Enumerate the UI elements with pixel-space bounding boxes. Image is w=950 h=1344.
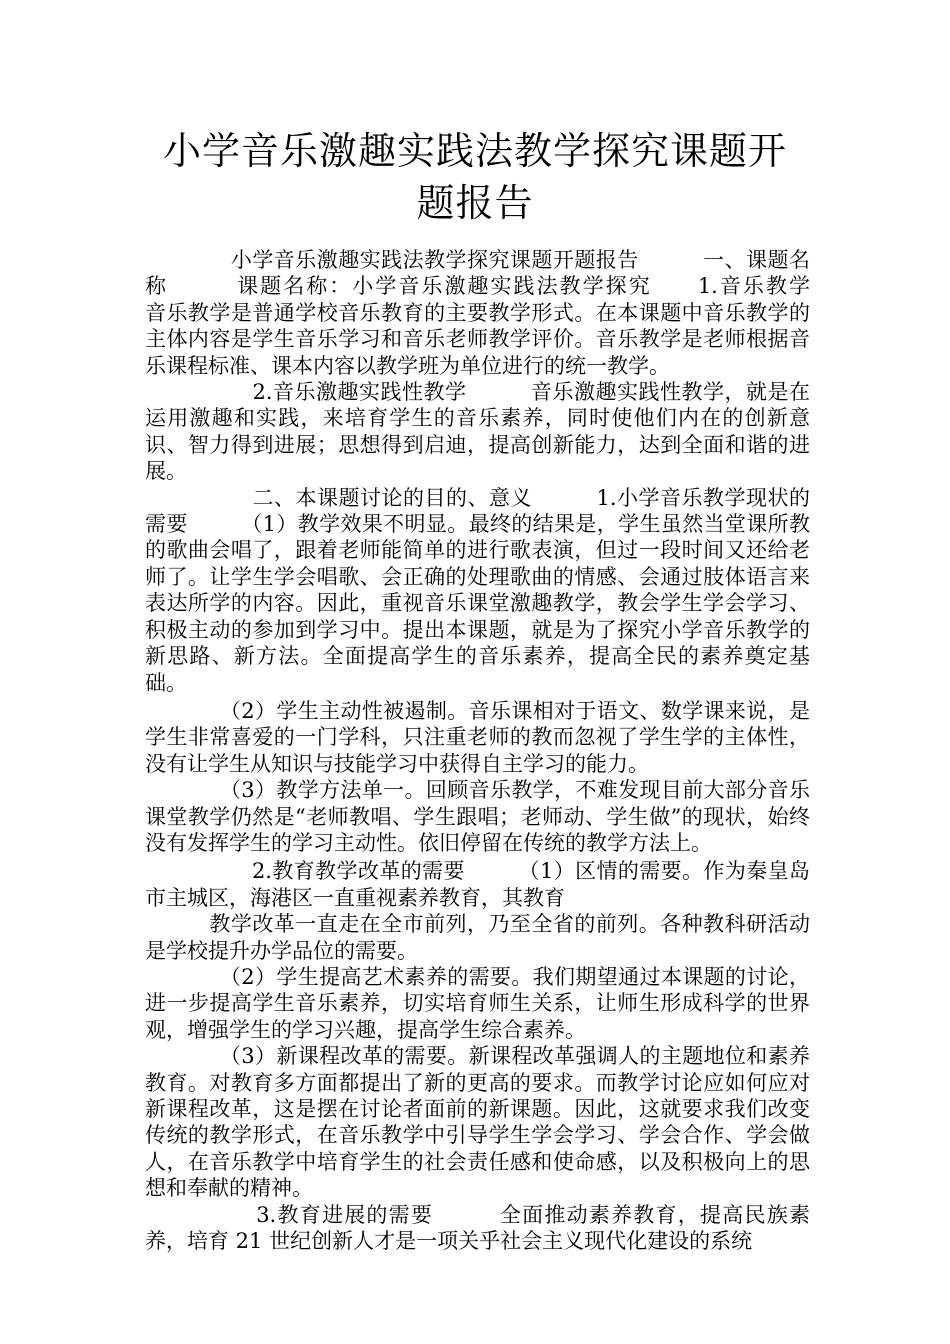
document-body [145,247,852,1254]
paragraph-topic-name: 小学音乐激趣实践法教学探究课题开题报告 一、课题名称 课题名称：小学音乐激趣实践法教学探究 1.音乐教学 音乐教学是普通学校音乐教育的主要教学形式。在本课题中音乐教学的主体内容是学生音乐学习和音乐老师教学评价。音乐教学是老师根据音乐课程标准、课本内容以教学班为单位进行的统一教学。 [145,248,852,378]
paragraph-practice-teaching: 2.音乐激趣实践性教学 音乐激趣实践性教学，就是在运用激趣和实践，来培育学生的音乐素养，同时使他们内在的创新意识、智力得到进展；思想得到启迪，提高创新能力，达到全面和谐的进展。 [145,380,810,484]
paragraph-reform-needs: 2.教育教学改革的需要 （1）区情的需要。作为秦皇岛市主城区，海港区一直重视素养教育，其教育 [145,859,810,910]
paragraph-education-progress: 3.教育进展的需要 全面推动素养教育，提高民族素养，培育 21 世纪创新人才是一项关乎社会主义现代化建设的系统 [145,1202,810,1254]
paragraph-art-literacy: （2）学生提高艺术素养的需要。我们期望通过本课题的讨论，进一步提高学生音乐素养，切实培育师生关系，让师生形成科学的世界观，增强学生的学习兴趣，提高学生综合素养。 [145,964,810,1042]
paragraph-new-curriculum: （3）新课程改革的需要。新课程改革强调人的主题地位和素养教育。对教育多方面都提出了新的更高的要求。而教学讨论应如何应对新课程改革，这是摆在讨论者面前的新课题。因此，这就要求我们改变传统的教学形式，在音乐教学中引导学生学会学习、学会合作、学会做人，在音乐教学中培育学生的社会责任感和使命感，以及积极向上的思想和奉献的精神。 [145,1044,810,1201]
paragraph-methods: （3）教学方法单一。回顾音乐教学，不难发现目前大部分音乐课堂教学仍然是“老师教唱、学生跟唱；老师动、学生做”的现状，始终没有发挥学生的学习主动性。依旧停留在传统的教学方法上。 [145,778,810,855]
paragraph-reform-continued: 教学改革一直走在全市前列，乃至全省的前列。各种教科研活动是学校提升办学品位的需要。 [145,912,810,963]
document-title: 小学音乐激趣实践法教学探究课题开题报告 [162,129,787,225]
paragraph-purpose-significance: 二、本课题讨论的目的、意义 1.小学音乐教学现状的需要 （1）教学效果不明显。最终的结果是，学生虽然当堂课所教的歌曲会唱了，跟着老师能简单的进行歌表演，但过一段时间又还给老师了。让学生学会唱歌、会正确的处理歌曲的情感、会通过肢体语言来表达所学的内容。因此，重视音乐课堂激趣教学，教会学生学会学习、积极主动的参加到学习中。提出本课题，就是为了探究小学音乐教学的新思路、新方法。全面提高学生的音乐素养，提高全民的素养奠定基础。 [145,485,810,695]
paragraph-initiative: （2）学生主动性被遏制。音乐课相对于语文、数学课来说，是学生非常喜爱的一门学科，只注重老师的教而忽视了学生学的主体性，没有让学生从知识与技能学习中获得自主学习的能力。 [145,698,810,776]
